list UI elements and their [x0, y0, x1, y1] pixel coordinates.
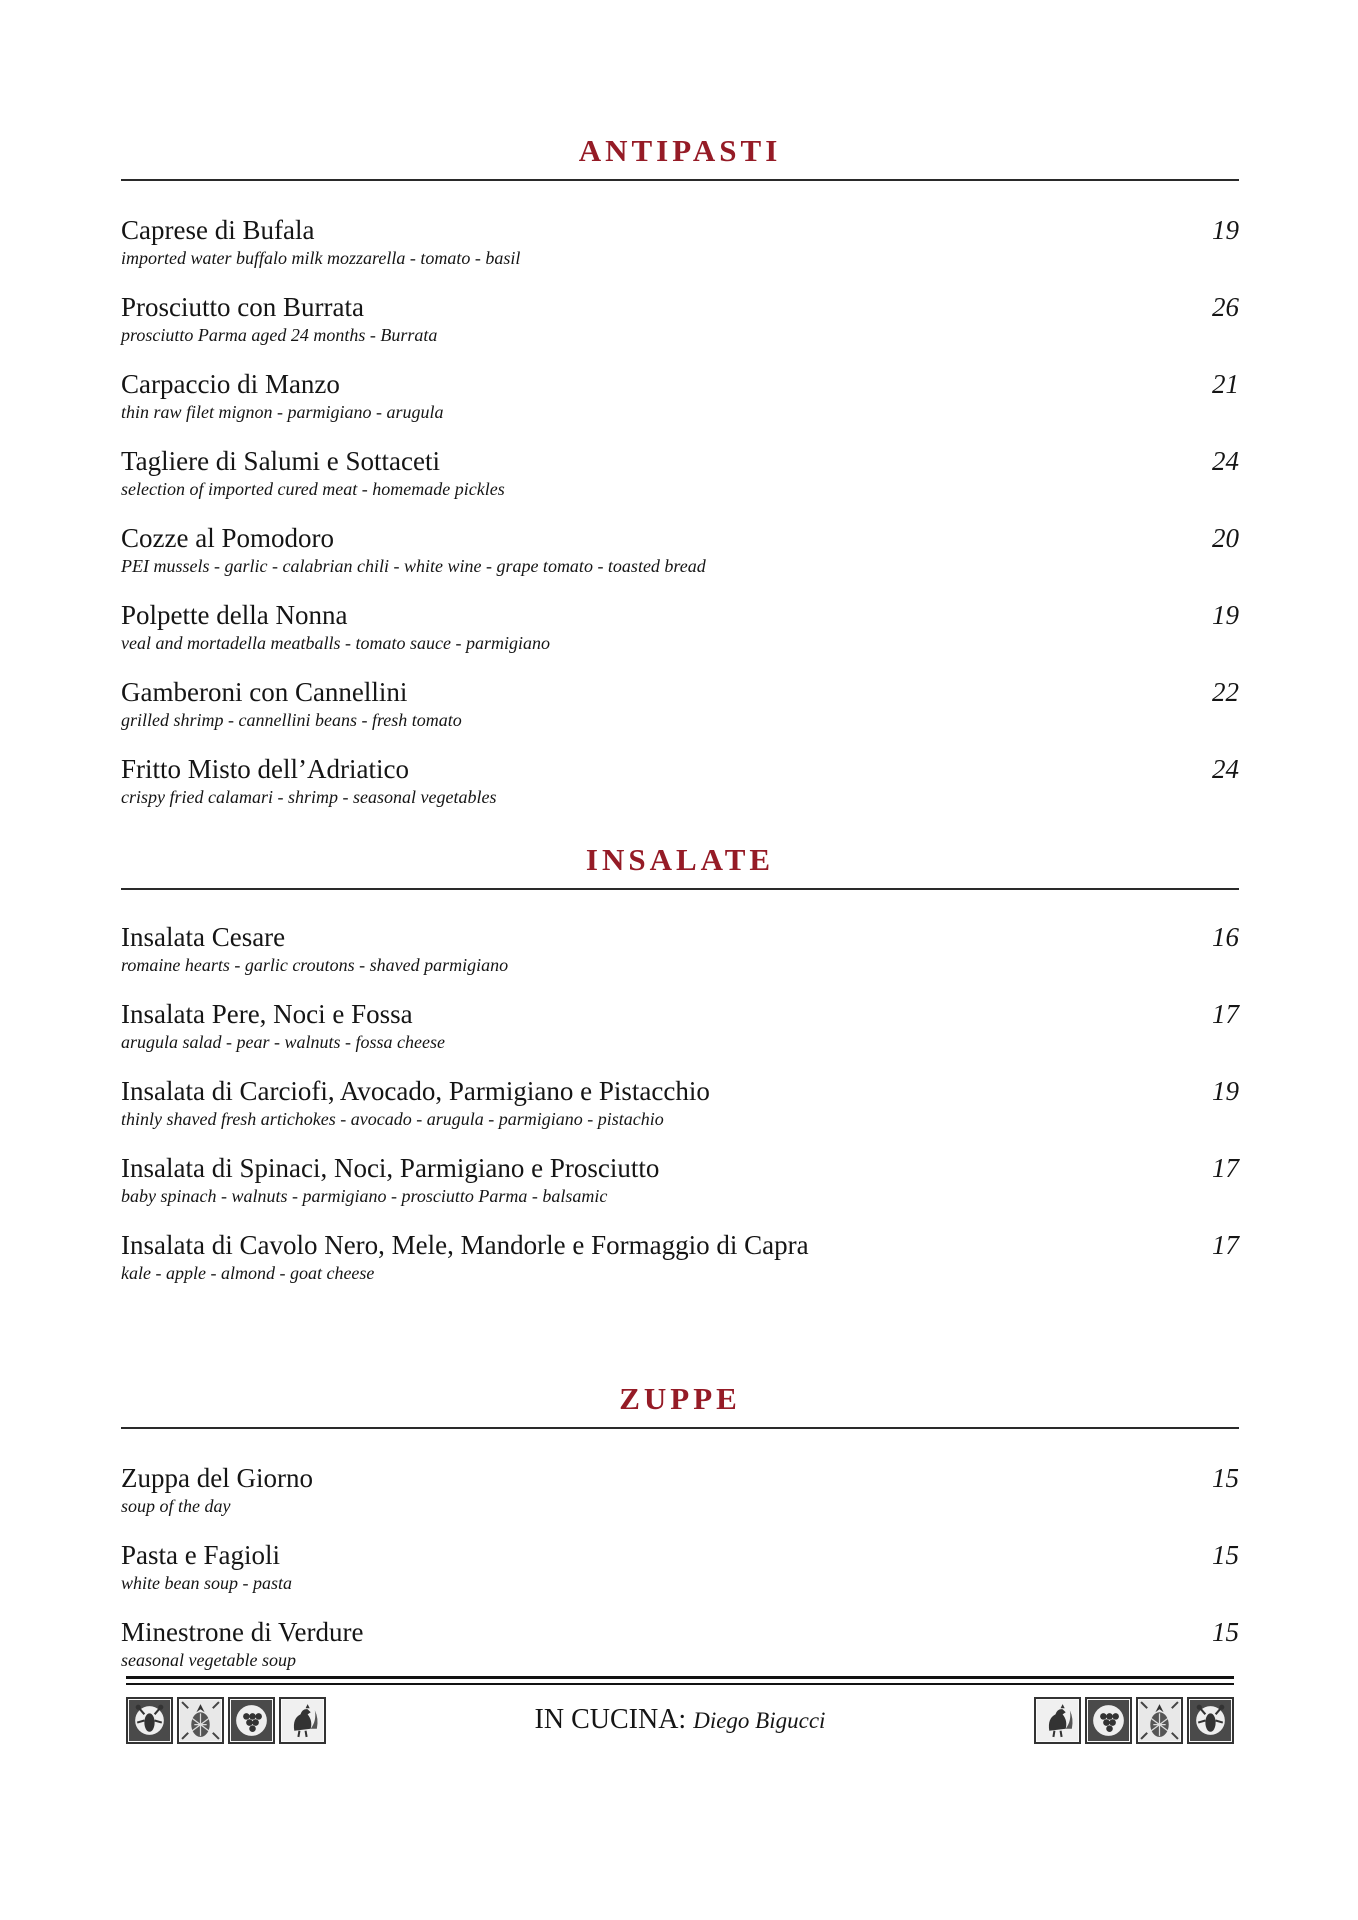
menu-item — [121, 446, 1239, 523]
item-price: 16 — [1212, 922, 1239, 952]
item-price: 17 — [1212, 1230, 1239, 1260]
item-name: Minestrone di Verdure — [121, 1617, 364, 1647]
item-name: Gamberoni con Cannellini — [121, 677, 408, 707]
item-name: Caprese di Bufala — [121, 215, 315, 245]
menu-item — [121, 1463, 1239, 1540]
item-description: baby spinach - walnuts - parmigiano - prosciutto Parma - balsamic — [121, 1186, 608, 1206]
menu-item — [121, 1153, 1239, 1230]
section-zuppe — [121, 1381, 1239, 1694]
item-name: Carpaccio di Manzo — [121, 369, 340, 399]
item-price: 24 — [1212, 446, 1239, 476]
grapes-tile-icon — [1085, 1697, 1132, 1744]
item-description: arugula salad - pear - walnuts - fossa cheese — [121, 1032, 445, 1052]
item-description: soup of the day — [121, 1496, 231, 1516]
item-price: 15 — [1212, 1540, 1239, 1570]
pineapple-tile-icon — [1136, 1697, 1183, 1744]
menu-item — [121, 754, 1239, 831]
section-title-insalate: INSALATE — [585, 842, 775, 877]
item-name: Tagliere di Salumi e Sottaceti — [121, 446, 441, 476]
item-price: 17 — [1212, 999, 1239, 1029]
item-price: 19 — [1212, 215, 1239, 245]
item-price: 20 — [1212, 523, 1239, 553]
section-title-zuppe: ZUPPE — [619, 1381, 741, 1416]
chef-name: Diego Bigucci — [693, 1708, 826, 1733]
item-description: romaine hearts - garlic croutons - shaved parmigiano — [121, 955, 509, 975]
menu-item — [121, 999, 1239, 1076]
item-name: Insalata di Spinaci, Noci, Parmigiano e Prosciutto — [121, 1153, 660, 1183]
item-description: seasonal vegetable soup — [121, 1650, 296, 1670]
menu-item — [121, 677, 1239, 754]
section-title-antipasti: ANTIPASTI — [578, 133, 782, 168]
item-name: Insalata Cesare — [121, 922, 286, 952]
menu-item — [121, 292, 1239, 369]
item-description: crispy fried calamari - shrimp - seasonal vegetables — [121, 787, 497, 807]
lobster-tile-icon — [1187, 1697, 1234, 1744]
chef-label: IN CUCINA: — [534, 1704, 687, 1735]
menu-item — [121, 523, 1239, 600]
item-price: 26 — [1212, 292, 1239, 322]
section-insalate — [121, 842, 1239, 1307]
menu-item — [121, 1076, 1239, 1153]
decorative-tiles-right — [1034, 1697, 1234, 1744]
menu-item — [121, 1540, 1239, 1617]
item-price: 17 — [1212, 1153, 1239, 1183]
item-name: Pasta e Fagioli — [121, 1540, 280, 1570]
item-description: grilled shrimp - cannellini beans - fresh tomato — [121, 710, 462, 730]
item-description: PEI mussels - garlic - calabrian chili - white wine - grape tomato - toasted bread — [121, 556, 706, 576]
item-price: 19 — [1212, 600, 1239, 630]
item-name: Prosciutto con Burrata — [121, 292, 364, 322]
item-name: Insalata Pere, Noci e Fossa — [121, 999, 413, 1029]
item-description: prosciutto Parma aged 24 months - Burrata — [121, 325, 438, 345]
item-name: Insalata di Carciofi, Avocado, Parmigiano e Pistacchio — [121, 1076, 710, 1106]
item-description: white bean soup - pasta — [121, 1573, 292, 1593]
menu-footer — [126, 1676, 1234, 1761]
item-price: 15 — [1212, 1617, 1239, 1647]
item-description: kale - apple - almond - goat cheese — [121, 1263, 375, 1283]
item-price: 21 — [1212, 369, 1239, 399]
item-price: 19 — [1212, 1076, 1239, 1106]
item-name: Fritto Misto dell’Adriatico — [121, 754, 409, 784]
item-name: Zuppa del Giorno — [121, 1463, 313, 1493]
item-description: selection of imported cured meat - homemade pickles — [121, 479, 505, 499]
item-name: Polpette della Nonna — [121, 600, 348, 630]
menu-item — [121, 215, 1239, 292]
item-description: imported water buffalo milk mozzarella - tomato - basil — [121, 248, 521, 268]
menu-item — [121, 922, 1239, 999]
item-description: veal and mortadella meatballs - tomato sauce - parmigiano — [121, 633, 550, 653]
item-price: 22 — [1212, 677, 1239, 707]
item-description: thin raw filet mignon - parmigiano - arugula — [121, 402, 444, 422]
rooster-tile-icon — [1034, 1697, 1081, 1744]
item-name: Insalata di Cavolo Nero, Mele, Mandorle e Formaggio di Capra — [121, 1230, 809, 1260]
menu-item — [121, 600, 1239, 677]
item-price: 15 — [1212, 1463, 1239, 1493]
item-price: 24 — [1212, 754, 1239, 784]
item-description: thinly shaved fresh artichokes - avocado - arugula - parmigiano - pistachio — [121, 1109, 664, 1129]
menu-item — [121, 369, 1239, 446]
section-antipasti — [121, 133, 1239, 831]
footer-divider — [126, 1676, 1234, 1679]
item-name: Cozze al Pomodoro — [121, 523, 334, 553]
menu-item — [121, 1230, 1239, 1307]
footer-divider — [126, 1683, 1234, 1685]
